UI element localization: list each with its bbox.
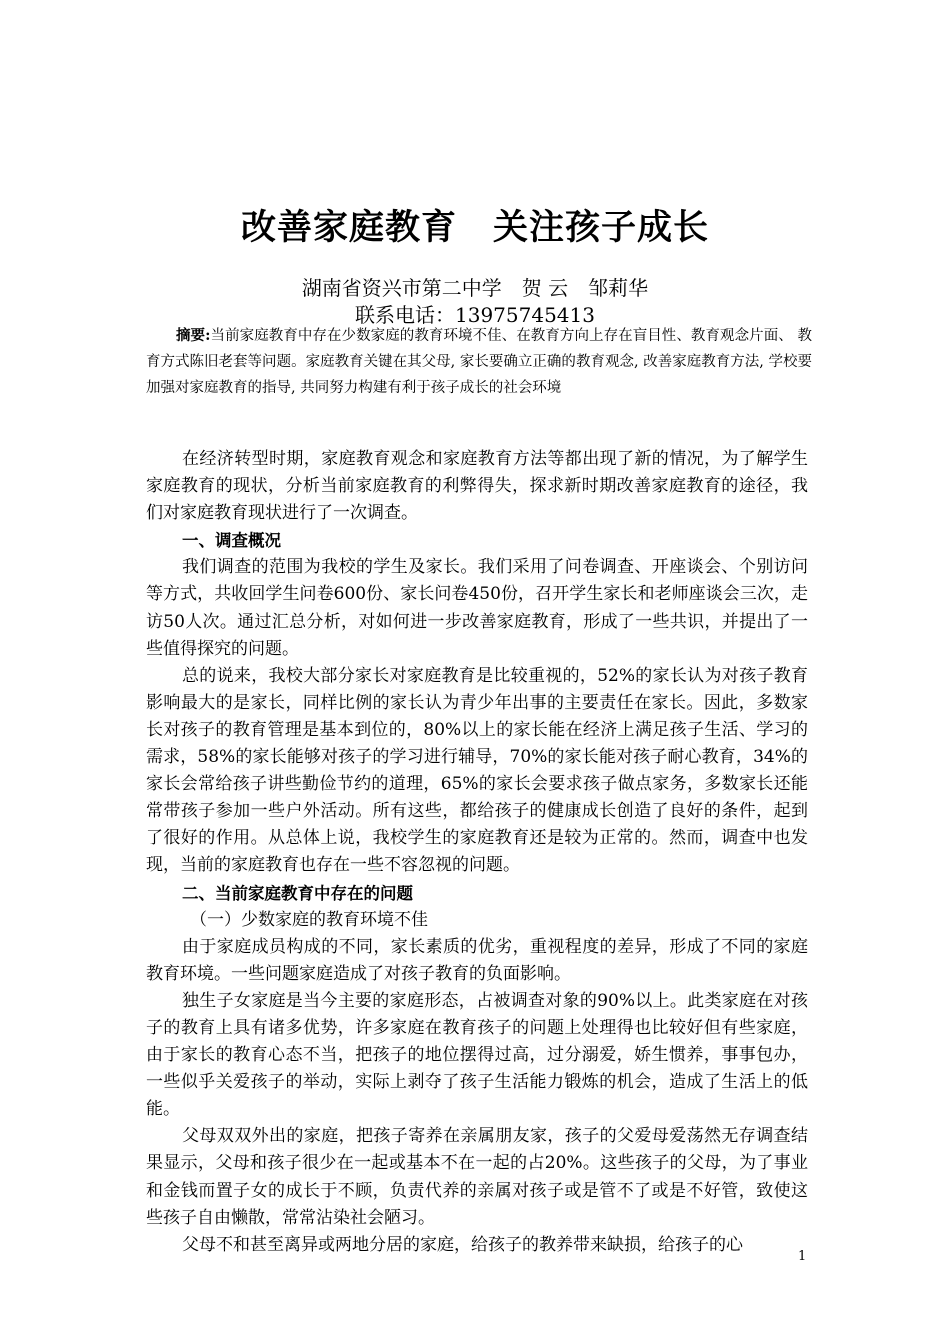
abstract-text: 当前家庭教育中存在少数家庭的教育环境不佳、在教育方向上存在盲目性、教育观念片面、 教育方式陈旧老套等问题。家庭教育关键在其父母, 家长要确立正确的教育观念, 改善家庭教育方法, 学校要加强对家庭教育的指导, 共同努力构建有利于孩子成长的社会环境 bbox=[146, 328, 812, 396]
contact-line: 联系电话：13975745413 bbox=[355, 303, 595, 327]
document-title: 改善家庭教育 关注孩子成长 bbox=[240, 208, 709, 248]
paragraph: 我们调查的范围为我校的学生及家长。我们采用了问卷调查、开座谈会、个别访问等方式，共收回学生问卷600份、家长问卷450份，召开学生家长和老师座谈会三次，走访50人次。通过汇总分析，对如何进一步改善家庭教育，形成了一些共识，并提出了一些值得探究的问题。 bbox=[146, 557, 808, 659]
paragraph: 总的说来，我校大部分家长对家庭教育是比较重视的，52%的家长认为对孩子教育影响最大的是家长，同样比例的家长认为青少年出事的主要责任在家长。因此，多数家长对孩子的教育管理是基本到位的，80%以上的家长能在经济上满足孩子生活、学习的需求，58%的家长能够对孩子的学习进行辅导，70%的家长能对孩子耐心教育，34%的家长会常给孩子讲些勤俭节约的道理，65%的家长会要求孩子做点家务，多数家长还能常带孩子参加一些户外活动。所有这些，都给孩子的健康成长创造了良好的条件，起到了很好的作用。从总体上说，我校学生的家庭教育还是较为正常的。然而，调查中也发现，当前的家庭教育也存在一些不容忽视的问题。 bbox=[146, 665, 808, 876]
author-line: 湖南省资兴市第二中学 贺 云 邹莉华 bbox=[301, 276, 649, 300]
page-number: 1 bbox=[798, 1249, 807, 1264]
abstract bbox=[146, 323, 812, 401]
section-heading-1: 一、调查概况 bbox=[182, 531, 281, 551]
paragraph: 父母不和甚至离异或两地分居的家庭，给孩子的教养带来缺损，给孩子的心 bbox=[182, 1234, 743, 1255]
paragraph: 父母双双外出的家庭，把孩子寄养在亲属朋友家，孩子的父爱母爱荡然无存调查结果显示，父母和孩子很少在一起或基本不在一起的占20%。这些孩子的父母，为了事业和金钱而置子女的成长于不顾，负责代养的亲属对孩子或是管不了或是不好管，致使这些孩子自由懒散，常常沾染社会陋习。 bbox=[146, 1126, 808, 1228]
subsection-heading-1: （一）少数家庭的教育环境不佳 bbox=[190, 909, 428, 930]
body-text bbox=[146, 446, 808, 1259]
section-heading-2: 二、当前家庭教育中存在的问题 bbox=[182, 883, 413, 903]
abstract-label: 摘要: bbox=[176, 327, 211, 344]
paragraph-intro: 在经济转型时期，家庭教育观念和家庭教育方法等都出现了新的情况，为了解学生家庭教育的现状，分析当前家庭教育的利弊得失，探求新时期改善家庭教育的途径，我们对家庭教育现状进行了一次调查。 bbox=[146, 449, 808, 524]
paragraph: 独生子女家庭是当今主要的家庭形态，占被调查对象的90%以上。此类家庭在对孩子的教育上具有诸多优势，许多家庭在教育孩子的问题上处理得也比较好但有些家庭，由于家长的教育心态不当，把孩子的地位摆得过高，过分溺爱，娇生惯养，事事包办，一些似乎关爱孩子的举动，实际上剥夺了孩子生活能力锻炼的机会，造成了生活上的低能。 bbox=[146, 990, 808, 1120]
paragraph: 由于家庭成员构成的不同，家长素质的优劣，重视程度的差异，形成了不同的家庭教育环境。一些问题家庭造成了对孩子教育的负面影响。 bbox=[146, 936, 808, 984]
